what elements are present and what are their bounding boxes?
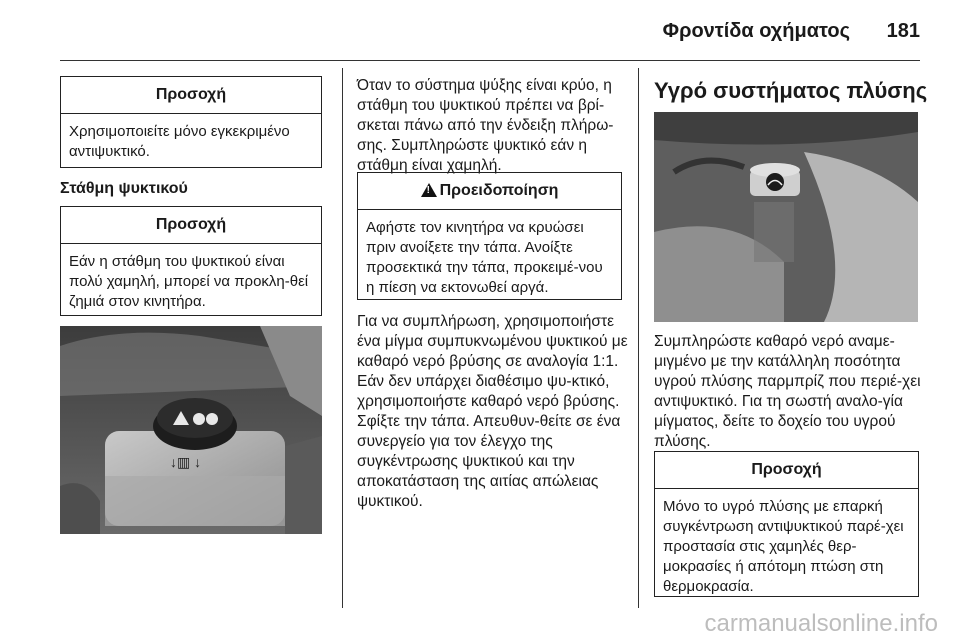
watermark: carmanualsonline.info <box>704 610 938 637</box>
svg-text:↓▥ ↓: ↓▥ ↓ <box>170 454 202 470</box>
caution-text: Χρησιμοποιείτε μόνο εγκεκριμένο αντιψυκτικό. <box>69 123 290 160</box>
caution-box-coolant-level <box>60 206 322 316</box>
coolant-reservoir-illustration <box>60 326 322 534</box>
caution-heading: Προσοχή <box>655 452 918 489</box>
warning-box <box>357 172 622 300</box>
caution-heading: Προσοχή <box>61 207 321 244</box>
warning-triangle-icon <box>421 183 437 197</box>
column-divider-right <box>638 68 639 608</box>
page-number: 181 <box>886 20 920 42</box>
coolant-level-intro: Όταν το σύστημα ψύξης είναι κρύο, η στάθμη του ψυκτικού πρέπει να βρί-σκεται πάνω από την ένδειξη πλήρω-σης. Συμπληρώστε ψυκτικό εάν η στάθμη είναι χαμηλή. <box>357 77 614 174</box>
caution-heading: Προσοχή <box>61 77 321 114</box>
refill-instructions: Για να συμπλήρωση, χρησιμοποιήστε ένα μίγμα συμπυκνωμένου ψυκτικού με καθαρό νερό βρύσης σε αναλογία 1:1. Εάν δεν υπάρχει διαθέσιμο ψυ-κτικό, χρησιμοποιήστε καθαρό νερό βρύσης. Σφίξτε την τάπα. Απευθυν-θείτε σε ένα συνεργείο για τον έλεγχο της συγκέντρωσης ψυκτικού και την αποκατάσταση της αιτίας απώλειας ψυκτικού. <box>357 313 628 510</box>
warning-heading <box>358 173 621 210</box>
warning-heading-text: Προειδοποίηση <box>439 182 559 199</box>
coolant-reservoir-photo <box>60 326 322 534</box>
caution-text: Εάν η στάθμη του ψυκτικού είναι πολύ χαμηλή, μπορεί να προκλη-θεί ζημιά στον κινητήρα. <box>69 253 309 310</box>
column-divider-left <box>342 68 343 608</box>
caution-box-antifreeze <box>60 76 322 168</box>
washer-reservoir-illustration <box>654 112 918 322</box>
header-divider <box>60 60 920 61</box>
section-title-coolant-level: Στάθμη ψυκτικού <box>60 180 188 197</box>
warning-text: Αφήστε τον κινητήρα να κρυώσει πριν ανοίξετε την τάπα. Ανοίξτε προσεκτικά την τάπα, προκειμέ-νου η πίεση να εκτονωθεί αργά. <box>366 219 603 296</box>
section-title-washer-fluid: Υγρό συστήματος πλύσης <box>654 78 928 103</box>
caution-text: Μόνο το υγρό πλύσης με επαρκή συγκέντρωση αντιψυκτικού παρέ-χει προστασία στις χαμηλές θερ-μοκρασίες ή απότομη πτώση στη θερμοκρασία. <box>663 498 904 595</box>
page-header-title: Φροντίδα οχήματος <box>662 20 850 42</box>
caution-box-washer-fluid <box>654 451 919 597</box>
washer-fluid-instructions: Συμπληρώστε καθαρό νερό αναμε-μιγμένο με την κατάλληλη ποσότητα υγρού πλύσης παρμπρίζ που περιέ-χει αντιψυκτικό. Για τη σωστή αναλο-γία μίγματος, δείτε το δοχείο του υγρού πλύσης. <box>654 333 921 450</box>
washer-fluid-reservoir-photo <box>654 112 918 322</box>
